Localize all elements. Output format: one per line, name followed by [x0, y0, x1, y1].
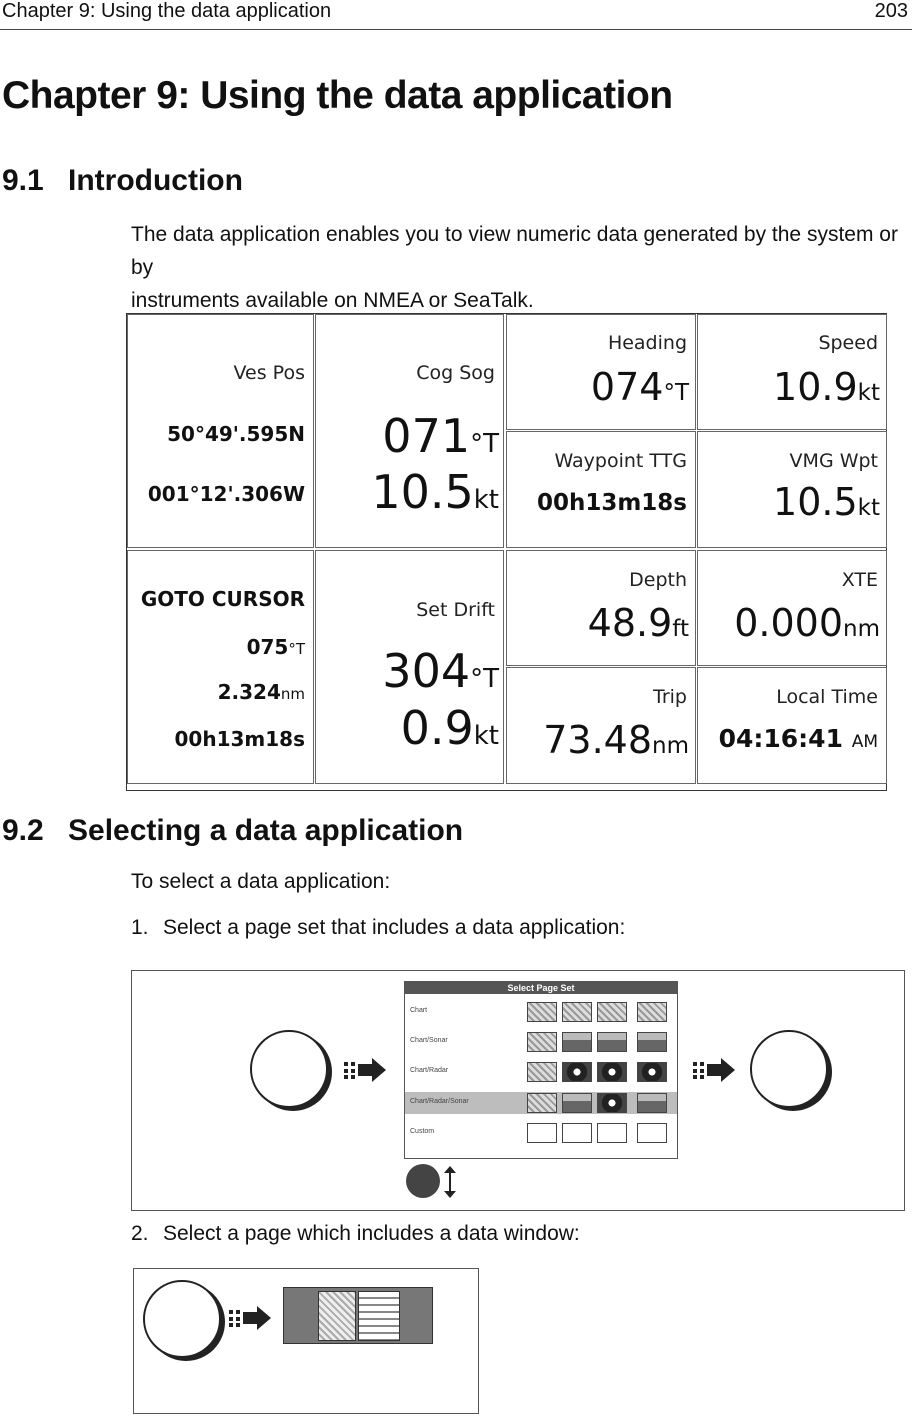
section-number: 9.2 [2, 814, 44, 847]
step-1: 1. Select a page set that includes a data application: [131, 916, 626, 939]
chapter-title: Chapter 9: Using the data application [2, 74, 673, 117]
speed-label: Speed [818, 332, 878, 354]
waypoint-ttg-value: 00h13m18s [536, 490, 687, 516]
section-title: Selecting a data application [68, 814, 464, 847]
waypoint-ttg-label: Waypoint TTG [554, 450, 687, 472]
menu-item-chart[interactable]: Chart [405, 1001, 677, 1023]
cell-cog-sog [315, 314, 504, 548]
trip-value: 73.48nm [543, 718, 689, 762]
depth-value: 48.9ft [587, 601, 689, 645]
section-heading-selecting [2, 814, 463, 848]
double-arrow-right-icon [229, 1306, 271, 1330]
menu-item-custom[interactable]: Custom [405, 1122, 677, 1144]
select-intro: To select a data application: [131, 870, 391, 893]
drift-value: 0.9kt [400, 701, 499, 755]
cell-set-drift [315, 550, 504, 784]
goto-cursor-label: GOTO CURSOR [140, 587, 305, 611]
running-header-chapter: Chapter 9: Using the data application [2, 0, 332, 22]
intro-paragraph [131, 218, 911, 317]
page-number: 203 [874, 0, 908, 22]
latitude-value: 50°49'.595N [167, 422, 305, 446]
thumb-chart-pane [318, 1291, 356, 1341]
ves-pos-label: Ves Pos [233, 362, 305, 384]
ok-button-icon [750, 1030, 828, 1108]
vmg-wpt-label: VMG Wpt [789, 450, 878, 472]
goto-ttg-value: 00h13m18s [174, 727, 305, 751]
section-heading-introduction [2, 164, 243, 198]
cell-heading [506, 314, 696, 430]
xte-value: 0.000nm [734, 601, 880, 645]
step-2: 2. Select a page which includes a data window: [131, 1222, 580, 1245]
heading-label: Heading [607, 332, 687, 354]
select-page-set-menu [404, 981, 678, 1159]
cell-trip [506, 667, 696, 784]
longitude-value: 001°12'.306W [147, 482, 305, 506]
heading-value: 074°T [590, 365, 689, 409]
local-time-label: Local Time [776, 686, 878, 708]
cell-speed [697, 314, 887, 430]
menu-item-chart-radar-sonar[interactable]: Chart/Radar/Sonar [405, 1092, 677, 1114]
running-header [0, 0, 912, 30]
intro-line-2: instruments available on NMEA or SeaTalk. [131, 289, 534, 312]
double-arrow-right-icon [344, 1058, 386, 1082]
menu-title: Select Page Set [405, 982, 677, 994]
section-number: 9.1 [2, 164, 44, 197]
xte-label: XTE [841, 569, 878, 591]
trip-label: Trip [653, 686, 687, 708]
intro-line-1: The data application enables you to view numeric data generated by the system or by [131, 223, 898, 279]
sog-value: 10.5kt [371, 465, 499, 519]
cell-local-time [697, 667, 887, 784]
page-thumbnail [283, 1287, 433, 1344]
page-button-icon [143, 1280, 221, 1358]
set-value: 304°T [382, 644, 499, 698]
cog-sog-label: Cog Sog [416, 362, 495, 384]
vmg-wpt-value: 10.5kt [773, 480, 880, 524]
goto-distance-value: 2.324nm [217, 680, 305, 704]
depth-label: Depth [629, 569, 687, 591]
trackpad-icon [406, 1164, 440, 1198]
cog-value: 071°T [382, 409, 499, 463]
cell-waypoint-ttg [506, 431, 696, 548]
double-arrow-right-icon [693, 1058, 735, 1082]
speed-value: 10.9kt [773, 365, 880, 409]
local-time-value: 04:16:41 AM [718, 724, 878, 753]
data-application-figure [126, 313, 887, 791]
section-title: Introduction [68, 164, 243, 197]
menu-item-chart-sonar[interactable]: Chart/Sonar [405, 1031, 677, 1053]
set-drift-label: Set Drift [416, 599, 495, 621]
cell-depth [506, 550, 696, 666]
cell-xte [697, 550, 887, 666]
goto-bearing-value: 075°T [246, 635, 305, 659]
page-button-icon [250, 1030, 328, 1108]
cell-vmg-wpt [697, 431, 887, 548]
up-down-arrow-icon [443, 1166, 457, 1198]
thumb-data-pane [358, 1291, 400, 1341]
cell-ves-pos [127, 314, 314, 548]
menu-item-chart-radar[interactable]: Chart/Radar [405, 1061, 677, 1083]
cell-goto-cursor [127, 550, 314, 784]
